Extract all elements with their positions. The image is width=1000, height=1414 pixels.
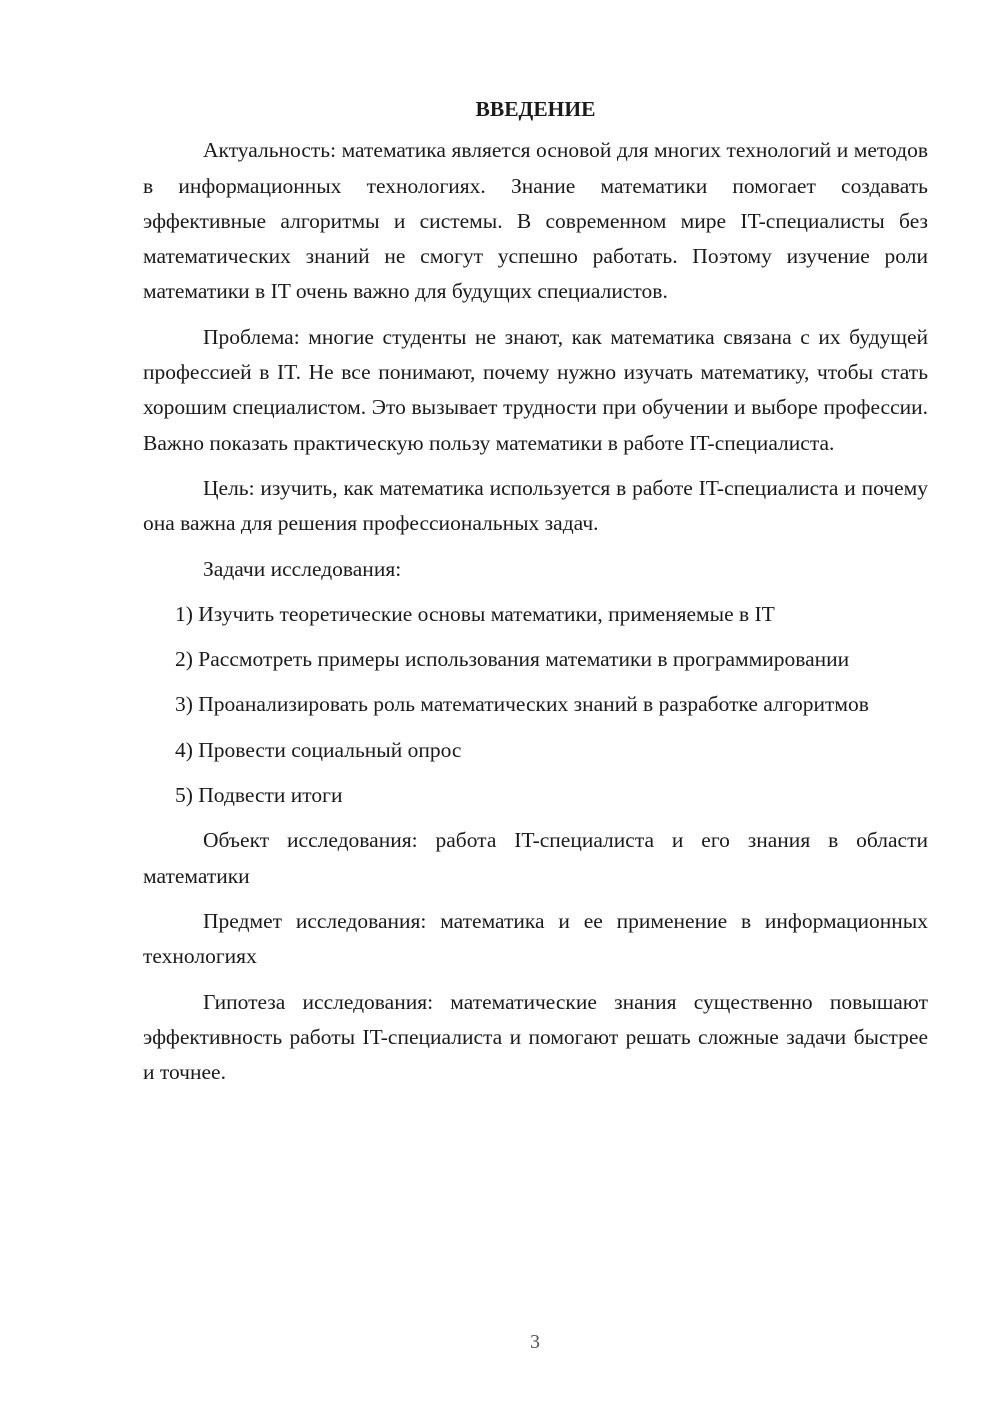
task-item: 4) Провести социальный опрос (175, 737, 462, 762)
paragraph-subject: Предмет исследования: математика и ее применение в информационных технологиях (143, 908, 928, 969)
paragraph-goal: Цель: изучить, как математика используется в работе IT-специалиста и почему она важна для решения профессиональных задач. (143, 475, 928, 536)
paragraph-problem: Проблема: многие студенты не знают, как математика связана с их будущей профессией в IT. Не все понимают, почему нужно изучать математику, чтобы стать хорошим специалистом. Это вызывает трудности при обучении и выборе профессии. Важно показать практическую пользу математики в работе IT-специалиста. (143, 324, 928, 455)
task-item: 3) Проанализировать роль математических знаний в разработке алгоритмов (175, 692, 869, 717)
section-title: ВВЕДЕНИЕ (475, 97, 596, 121)
page-number: 3 (530, 1331, 540, 1353)
paragraph-tasks-heading: Задачи исследования: (203, 556, 402, 581)
task-item: 1) Изучить теоретические основы математики, применяемые в IT (175, 601, 775, 626)
paragraph-hypothesis: Гипотеза исследования: математические знания существенно повышают эффективность работы IT-специалиста и помогают решать сложные задачи быстрее и точнее. (143, 989, 928, 1085)
task-item: 2) Рассмотреть примеры использования математики в программировании (175, 647, 850, 672)
paragraph-object: Объект исследования: работа IT-специалиста и его знания в области математики (143, 828, 928, 888)
task-item: 5) Подвести итоги (175, 783, 343, 808)
document-page (143, 92, 928, 1100)
paragraph-relevance: Актуальность: математика является основой для многих технологий и методов в информационных технологиях. Знание математики помогает создавать эффективные алгоритмы и системы. В современном мире IT-специалисты без математических знаний не смогут успешно работать. Поэтому изучение роли математики в IT очень важно для будущих специалистов. (143, 138, 928, 304)
